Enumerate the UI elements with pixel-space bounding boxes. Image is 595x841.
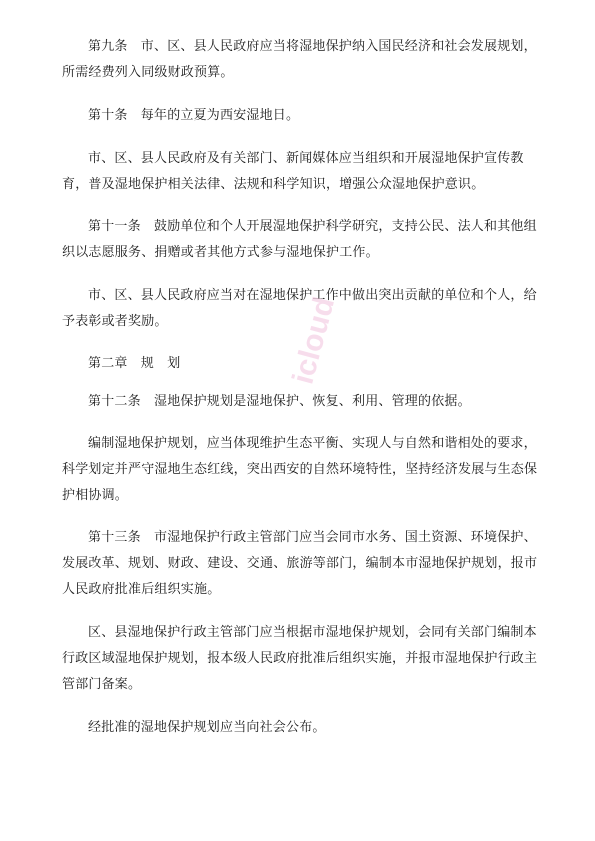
svg-text:icloud: icloud [286,293,342,388]
article-10-paragraph-2: 市、区、县人民政府及有关部门、新闻媒体应当组织和开展湿地保护宣传教育，普及湿地保护相关法律、法规和科学知识，增强公众湿地保护意识。 [62,151,524,192]
article-10: 第十条 每年的立夏为西安湿地日。 [88,108,300,123]
article-12: 第十二条 湿地保护规划是湿地保护、恢复、利用、管理的依据。 [88,394,471,409]
article-13-paragraph-2: 区、县湿地保护行政主管部门应当根据市湿地保护规划，会同有关部门编制本行政区域湿地保护规划，报本级人民政府批准后组织实施，并报市湿地保护行政主管部门备案。 [62,625,538,692]
article-13-paragraph-3: 经批准的湿地保护规划应当向社会公布。 [88,720,326,735]
article-13: 第十三条 市湿地保护行政主管部门应当会同市水务、国土资源、环境保护、发展改革、规划、财政、建设、交通、旅游等部门，编制本市湿地保护规划，报市人民政府批准后组织实施。 [62,530,538,597]
article-11-paragraph-2: 市、区、县人民政府应当对在湿地保护工作中做出突出贡献的单位和个人，给予表彰或者奖励。 [62,288,537,329]
article-9: 第九条 市、区、县人民政府应当将湿地保护纳入国民经济和社会发展规划，所需经费列入同级财政预算。 [62,39,537,80]
article-11: 第十一条 鼓励单位和个人开展湿地保护科学研究，支持公民、法人和其他组织以志愿服务、捐赠或者其他方式参与湿地保护工作。 [62,219,537,260]
chapter-2-heading: 第二章 规 划 [88,356,181,371]
article-12-paragraph-2: 编制湿地保护规划，应当体现维护生态平衡、实现人与自然和谐相处的要求，科学划定并严守湿地生态红线，突出西安的自然环境特性，坚持经济发展与生态保护相协调。 [62,436,538,503]
